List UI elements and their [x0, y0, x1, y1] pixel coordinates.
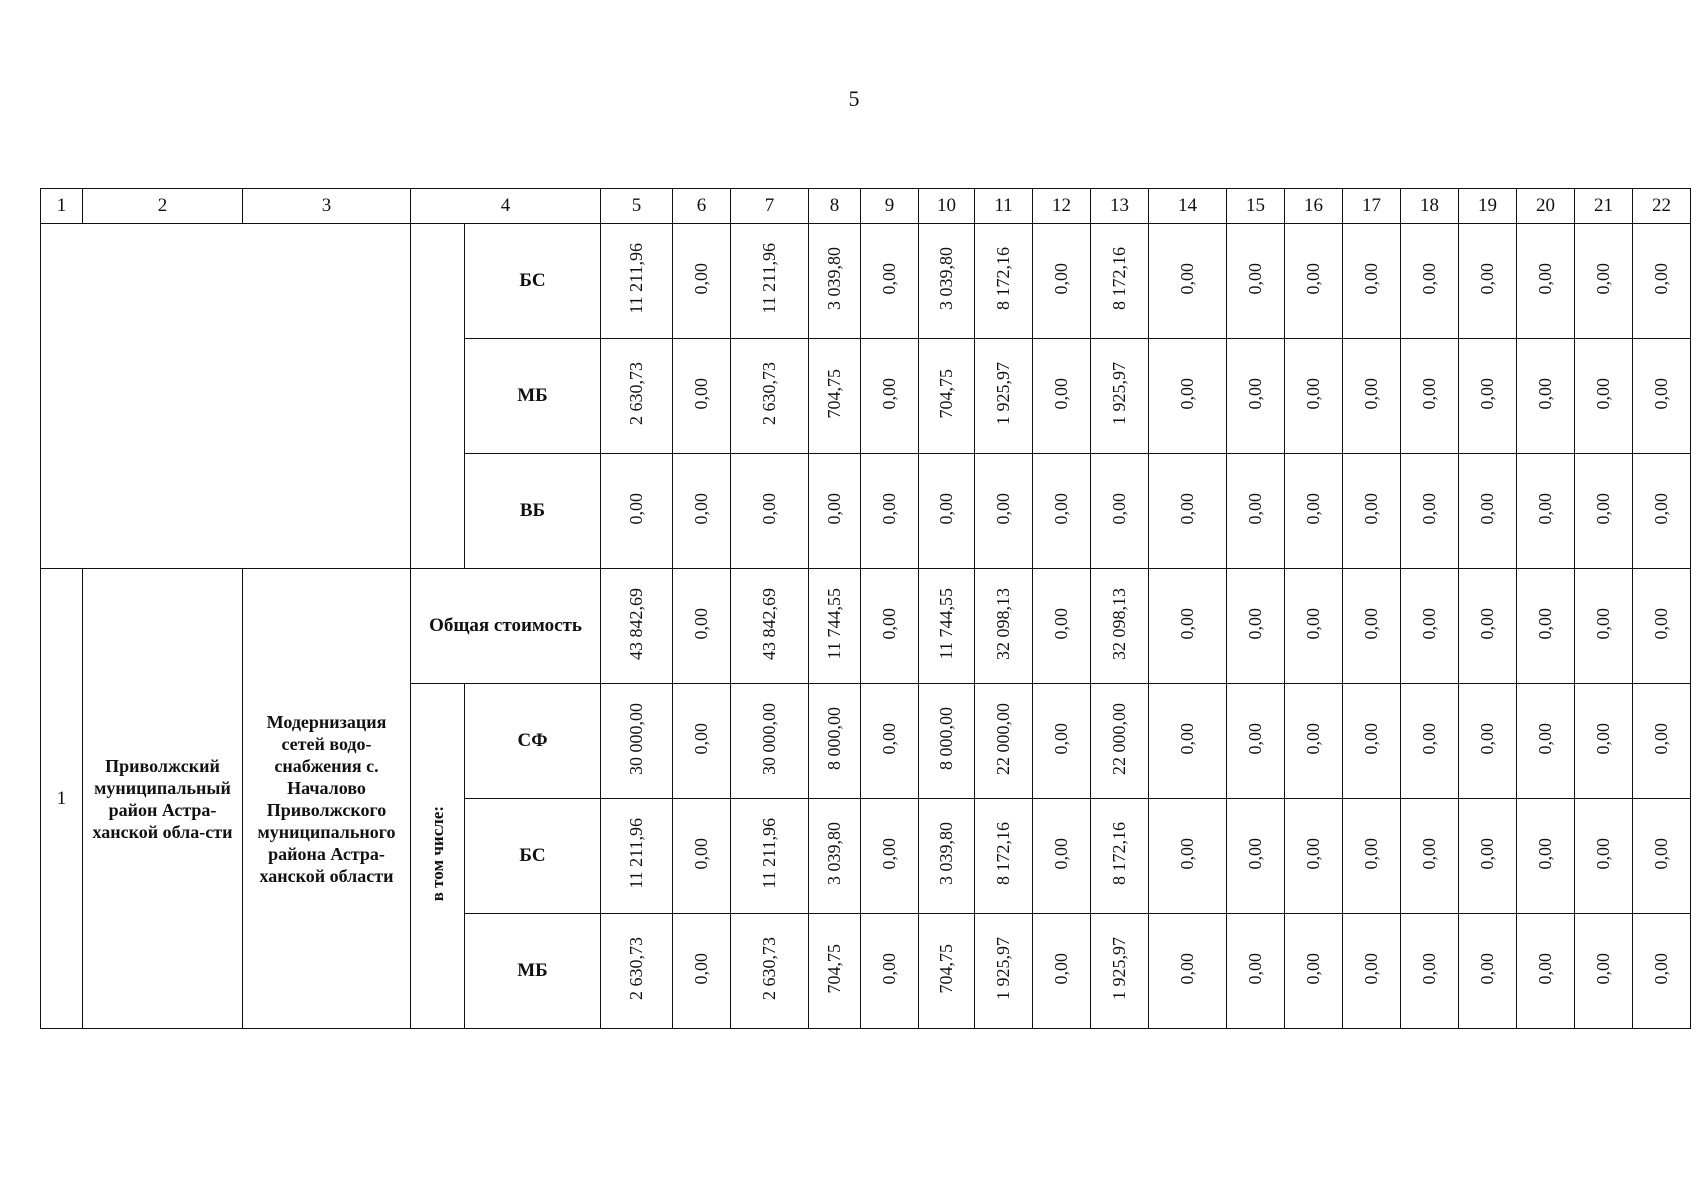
- value-cell: 0,00: [673, 799, 731, 914]
- funding-label: МБ: [465, 339, 601, 454]
- value-cell: 0,00: [1459, 799, 1517, 914]
- value-cell: 0,00: [1149, 224, 1227, 339]
- column-header: 6: [673, 189, 731, 224]
- value-cell: 0,00: [1575, 224, 1633, 339]
- value-cell: 11 744,55: [809, 569, 861, 684]
- value-cell: 43 842,69: [601, 569, 673, 684]
- value-cell: 704,75: [919, 339, 975, 454]
- column-header: 11: [975, 189, 1033, 224]
- value-cell: 11 211,96: [601, 224, 673, 339]
- total-cost-label: Общая стоимость: [411, 569, 601, 684]
- value-cell: 8 000,00: [809, 684, 861, 799]
- value-cell: 0,00: [1033, 454, 1091, 569]
- value-cell: 0,00: [673, 339, 731, 454]
- value-cell: 0,00: [1033, 224, 1091, 339]
- value-cell: 32 098,13: [975, 569, 1033, 684]
- value-cell: 0,00: [1033, 799, 1091, 914]
- blank-cell: [411, 224, 465, 569]
- value-cell: 0,00: [1343, 799, 1401, 914]
- value-cell: 0,00: [1401, 684, 1459, 799]
- value-cell: 0,00: [673, 569, 731, 684]
- value-cell: 11 744,55: [919, 569, 975, 684]
- value-cell: 0,00: [1149, 569, 1227, 684]
- value-cell: 0,00: [1517, 684, 1575, 799]
- blank-merged-cell: [41, 224, 411, 569]
- value-cell: 0,00: [1517, 914, 1575, 1029]
- value-cell: 0,00: [1343, 914, 1401, 1029]
- value-cell: 0,00: [1343, 684, 1401, 799]
- column-header: 16: [1285, 189, 1343, 224]
- column-header: 5: [601, 189, 673, 224]
- value-cell: 704,75: [809, 914, 861, 1029]
- value-cell: 0,00: [1343, 569, 1401, 684]
- value-cell: 32 098,13: [1091, 569, 1149, 684]
- value-cell: 0,00: [1459, 339, 1517, 454]
- column-header: 20: [1517, 189, 1575, 224]
- value-cell: 8 172,16: [975, 224, 1033, 339]
- value-cell: 0,00: [1575, 684, 1633, 799]
- value-cell: 3 039,80: [919, 799, 975, 914]
- value-cell: 8 000,00: [919, 684, 975, 799]
- column-header: 18: [1401, 189, 1459, 224]
- value-cell: 0,00: [1633, 569, 1691, 684]
- value-cell: 1 925,97: [1091, 339, 1149, 454]
- value-cell: 0,00: [1575, 914, 1633, 1029]
- value-cell: 0,00: [1091, 454, 1149, 569]
- value-cell: 0,00: [1633, 914, 1691, 1029]
- value-cell: 0,00: [1285, 684, 1343, 799]
- value-cell: 1 925,97: [975, 339, 1033, 454]
- value-cell: 0,00: [1401, 799, 1459, 914]
- value-cell: 0,00: [861, 454, 919, 569]
- value-cell: 30 000,00: [731, 684, 809, 799]
- value-cell: 0,00: [919, 454, 975, 569]
- value-cell: 0,00: [1459, 224, 1517, 339]
- value-cell: 0,00: [1575, 339, 1633, 454]
- value-cell: 0,00: [1285, 799, 1343, 914]
- row-number: 1: [41, 569, 83, 1029]
- column-header: 9: [861, 189, 919, 224]
- column-header: 7: [731, 189, 809, 224]
- table-row: [41, 224, 1691, 339]
- value-cell: 0,00: [1285, 569, 1343, 684]
- value-cell: 1 925,97: [975, 914, 1033, 1029]
- value-cell: 30 000,00: [601, 684, 673, 799]
- value-cell: 0,00: [1633, 339, 1691, 454]
- funding-label: СФ: [465, 684, 601, 799]
- value-cell: 0,00: [1033, 569, 1091, 684]
- column-header: 19: [1459, 189, 1517, 224]
- value-cell: 0,00: [1227, 339, 1285, 454]
- value-cell: 0,00: [1633, 224, 1691, 339]
- value-cell: 0,00: [1033, 684, 1091, 799]
- value-cell: 0,00: [1401, 914, 1459, 1029]
- value-cell: 0,00: [1343, 224, 1401, 339]
- value-cell: 0,00: [1285, 339, 1343, 454]
- column-header: 3: [243, 189, 411, 224]
- column-header: 8: [809, 189, 861, 224]
- value-cell: 0,00: [1343, 454, 1401, 569]
- value-cell: 0,00: [861, 684, 919, 799]
- value-cell: 0,00: [861, 224, 919, 339]
- value-cell: 11 211,96: [731, 224, 809, 339]
- value-cell: 0,00: [1575, 454, 1633, 569]
- value-cell: 11 211,96: [601, 799, 673, 914]
- value-cell: 0,00: [1227, 454, 1285, 569]
- value-cell: 0,00: [1401, 569, 1459, 684]
- value-cell: 0,00: [1343, 339, 1401, 454]
- value-cell: 0,00: [1517, 224, 1575, 339]
- value-cell: 0,00: [1401, 454, 1459, 569]
- value-cell: 0,00: [1227, 684, 1285, 799]
- value-cell: 8 172,16: [975, 799, 1033, 914]
- value-cell: 704,75: [919, 914, 975, 1029]
- value-cell: 0,00: [1517, 569, 1575, 684]
- value-cell: 0,00: [861, 799, 919, 914]
- value-cell: 0,00: [1517, 339, 1575, 454]
- value-cell: 0,00: [809, 454, 861, 569]
- page-number: 5: [848, 86, 860, 111]
- value-cell: 0,00: [1517, 799, 1575, 914]
- value-cell: 0,00: [1633, 799, 1691, 914]
- funding-label: БС: [465, 224, 601, 339]
- value-cell: 2 630,73: [731, 914, 809, 1029]
- funding-label: МБ: [465, 914, 601, 1029]
- value-cell: 0,00: [673, 684, 731, 799]
- value-cell: 0,00: [1285, 224, 1343, 339]
- column-header: 17: [1343, 189, 1401, 224]
- value-cell: 1 925,97: [1091, 914, 1149, 1029]
- value-cell: 0,00: [1459, 684, 1517, 799]
- column-header: 15: [1227, 189, 1285, 224]
- value-cell: 0,00: [1575, 799, 1633, 914]
- value-cell: 0,00: [1633, 454, 1691, 569]
- value-cell: 3 039,80: [809, 799, 861, 914]
- value-cell: 0,00: [1401, 339, 1459, 454]
- value-cell: 0,00: [1459, 454, 1517, 569]
- value-cell: 22 000,00: [975, 684, 1033, 799]
- funding-label: ВБ: [465, 454, 601, 569]
- column-header: 2: [83, 189, 243, 224]
- value-cell: 0,00: [1285, 914, 1343, 1029]
- value-cell: 0,00: [1227, 914, 1285, 1029]
- table-row: [41, 569, 1691, 684]
- value-cell: 0,00: [1575, 569, 1633, 684]
- value-cell: 2 630,73: [731, 339, 809, 454]
- column-header: 14: [1149, 189, 1227, 224]
- value-cell: 11 211,96: [731, 799, 809, 914]
- value-cell: 0,00: [1149, 799, 1227, 914]
- value-cell: 0,00: [1033, 339, 1091, 454]
- value-cell: 0,00: [1227, 224, 1285, 339]
- value-cell: 0,00: [861, 914, 919, 1029]
- value-cell: 8 172,16: [1091, 224, 1149, 339]
- column-header: 13: [1091, 189, 1149, 224]
- value-cell: 0,00: [1633, 684, 1691, 799]
- value-cell: 0,00: [1149, 914, 1227, 1029]
- value-cell: 0,00: [861, 569, 919, 684]
- value-cell: 0,00: [1149, 339, 1227, 454]
- municipality-cell: Приволжский муниципальный район Астра-ханской обла-сти: [83, 569, 243, 1029]
- value-cell: 0,00: [601, 454, 673, 569]
- header-row: [41, 189, 1691, 224]
- value-cell: 2 630,73: [601, 339, 673, 454]
- value-cell: 0,00: [1149, 684, 1227, 799]
- value-cell: 0,00: [673, 224, 731, 339]
- value-cell: 2 630,73: [601, 914, 673, 1029]
- value-cell: 0,00: [1227, 569, 1285, 684]
- funding-label: БС: [465, 799, 601, 914]
- value-cell: 43 842,69: [731, 569, 809, 684]
- value-cell: 0,00: [1517, 454, 1575, 569]
- value-cell: 0,00: [673, 914, 731, 1029]
- value-cell: 3 039,80: [809, 224, 861, 339]
- column-header: 22: [1633, 189, 1691, 224]
- value-cell: 3 039,80: [919, 224, 975, 339]
- value-cell: 8 172,16: [1091, 799, 1149, 914]
- value-cell: 0,00: [1149, 454, 1227, 569]
- value-cell: 0,00: [673, 454, 731, 569]
- column-header: 10: [919, 189, 975, 224]
- column-header: 21: [1575, 189, 1633, 224]
- column-header: 4: [411, 189, 601, 224]
- value-cell: 22 000,00: [1091, 684, 1149, 799]
- column-header: 12: [1033, 189, 1091, 224]
- budget-table: [40, 188, 1691, 1029]
- including-label: в том числе:: [411, 684, 465, 1029]
- value-cell: 0,00: [1285, 454, 1343, 569]
- project-cell: Модернизация сетей водо-снабжения с. Началово Приволжского муниципального района Астра-ханской области: [243, 569, 411, 1029]
- value-cell: 0,00: [1459, 914, 1517, 1029]
- value-cell: 704,75: [809, 339, 861, 454]
- value-cell: 0,00: [1227, 799, 1285, 914]
- value-cell: 0,00: [1033, 914, 1091, 1029]
- value-cell: 0,00: [731, 454, 809, 569]
- value-cell: 0,00: [1459, 569, 1517, 684]
- value-cell: 0,00: [1401, 224, 1459, 339]
- value-cell: 0,00: [861, 339, 919, 454]
- value-cell: 0,00: [975, 454, 1033, 569]
- column-header: 1: [41, 189, 83, 224]
